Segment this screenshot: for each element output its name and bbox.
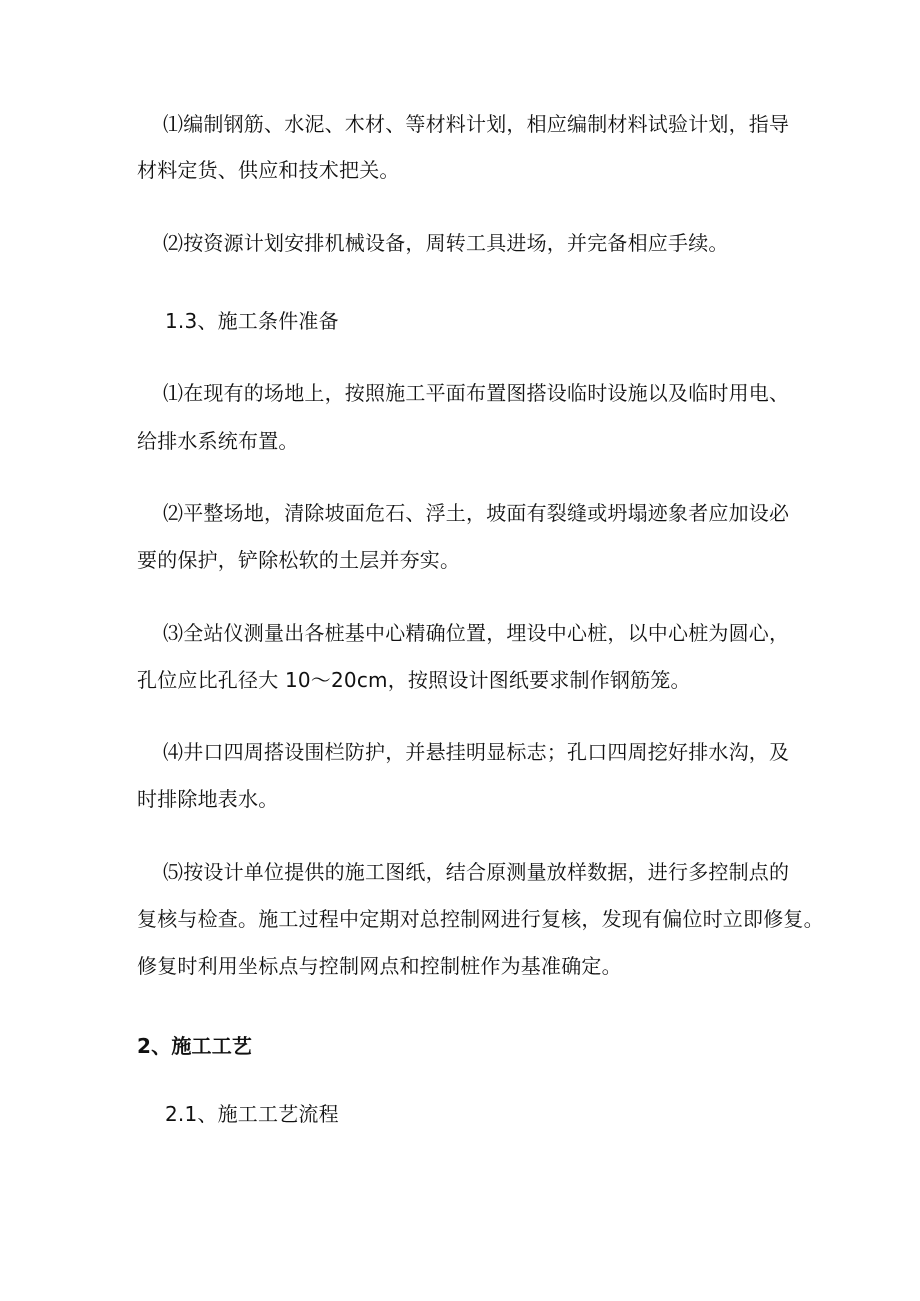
paragraph-line: 孔位应比孔径大 10～20cm，按照设计图纸要求制作钢筋笼。: [137, 668, 691, 692]
paragraph-line: ⑵平整场地，清除坡面危石、浮土，坡面有裂缝或坍塌迹象者应加设必: [163, 501, 790, 525]
paragraph-line: 时排除地表水。: [137, 787, 279, 811]
section-heading-2-1: 2.1、施工工艺流程: [165, 1102, 339, 1126]
paragraph-line: 材料定货、供应和技术把关。: [137, 158, 400, 182]
paragraph-line: ⑷井口四周搭设围栏防护，并悬挂明显标志；孔口四周挖好排水沟，及: [163, 740, 790, 764]
paragraph-line: ⑴编制钢筋、水泥、木材、等材料计划，相应编制材料试验计划，指导: [163, 112, 790, 136]
section-heading-2: 2、施工工艺: [137, 1034, 253, 1058]
paragraph-line: ⑴在现有的场地上，按照施工平面布置图搭设临时设施以及临时用电、: [163, 381, 790, 405]
paragraph-line: 给排水系统布置。: [137, 429, 299, 453]
paragraph-line: ⑶全站仪测量出各桩基中心精确位置，埋设中心桩，以中心桩为圆心，: [163, 621, 790, 645]
paragraph-line: ⑸按设计单位提供的施工图纸，结合原测量放样数据，进行多控制点的: [163, 860, 790, 884]
paragraph-line: 要的保护，铲除松软的土层并夯实。: [137, 548, 461, 572]
paragraph-line: 修复时利用坐标点与控制网点和控制桩作为基准确定。: [137, 954, 622, 978]
section-heading-1-3: 1.3、施工条件准备: [165, 309, 339, 333]
paragraph-line: 复核与检查。施工过程中定期对总控制网进行复核，发现有偏位时立即修复。: [137, 907, 824, 931]
paragraph-line: ⑵按资源计划安排机械设备，周转工具进场，并完备相应手续。: [163, 231, 729, 255]
